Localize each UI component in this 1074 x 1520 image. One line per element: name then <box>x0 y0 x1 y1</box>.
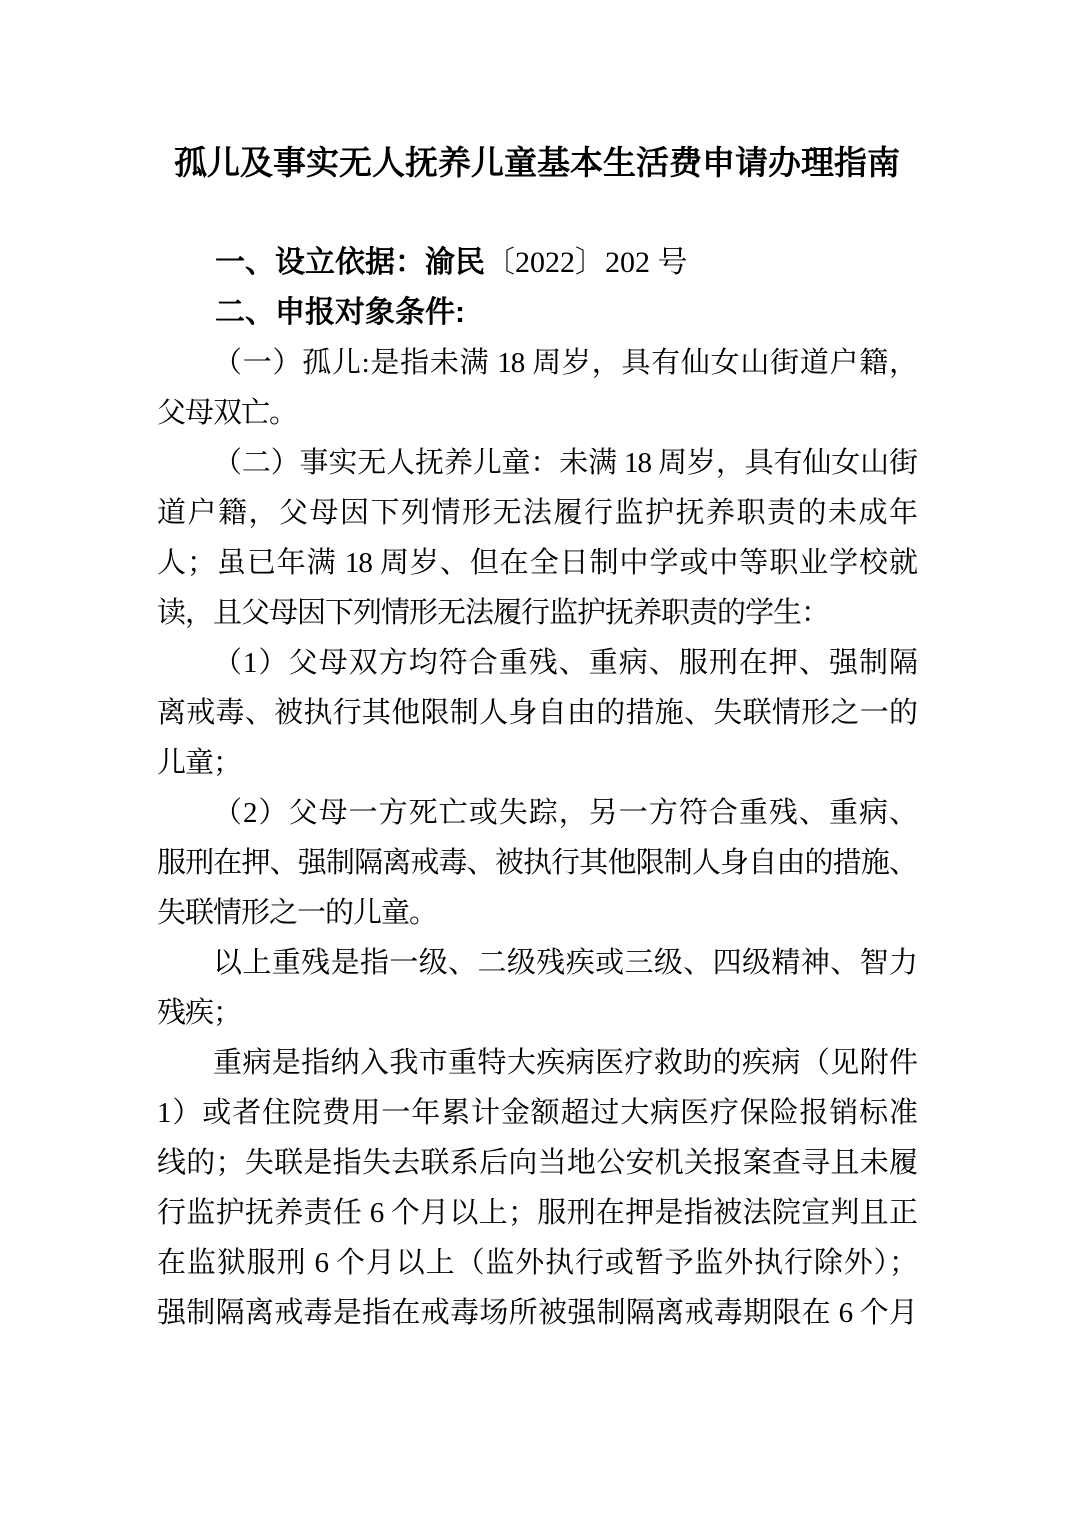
paragraph-line: 线的；失联是指失去联系后向当地公安机关报案查寻且未履 <box>157 1147 917 1179</box>
paragraph-line: 在监狱服刑 6 个月以上（监外执行或暂予监外执行除外）； <box>157 1247 917 1279</box>
paragraph-line: 离戒毒、被执行其他限制人身自由的措施、失联情形之一的 <box>157 697 917 729</box>
paragraph-line: 残疾； <box>157 997 242 1029</box>
heading-basis-label: 一、设立依据：渝民 <box>215 246 485 279</box>
paragraph-line: 失联情形之一的儿童。 <box>157 897 438 929</box>
heading-basis-value: 〔2022〕202 号 <box>485 246 688 279</box>
paragraph-line: 读，且父母因下列情形无法履行监护抚养职责的学生： <box>157 597 830 629</box>
paragraph-line: （一）孤儿:是指未满 18 周岁，具有仙女山街道户籍， <box>213 347 917 379</box>
paragraph-line: （2）父母一方死亡或失踪，另一方符合重残、重病、 <box>213 797 917 829</box>
paragraph-line: 儿童； <box>157 747 242 779</box>
paragraph-line: 服刑在押、强制隔离戒毒、被执行其他限制人身自由的措施、 <box>157 847 917 879</box>
paragraph-line: 以上重残是指一级、二级残疾或三级、四级精神、智力 <box>213 947 917 979</box>
paragraph-line: 重病是指纳入我市重特大疾病医疗救助的疾病（见附件 <box>213 1047 917 1079</box>
paragraph-line: （1）父母双方均符合重残、重病、服刑在押、强制隔 <box>213 647 917 679</box>
heading-conditions-label: 二、申报对象条件: <box>215 296 465 329</box>
paragraph-line: 1）或者住院费用一年累计金额超过大病医疗保险报销标准 <box>157 1097 917 1129</box>
page-title: 孤儿及事实无人抚养儿童基本生活费申请办理指南 <box>174 144 900 181</box>
paragraph-line: 人；虽已年满 18 周岁、但在全日制中学或中等职业学校就 <box>157 547 917 579</box>
paragraph-line: （二）事实无人抚养儿童：未满 18 周岁，具有仙女山街 <box>213 447 917 479</box>
paragraph-line: 行监护抚养责任 6 个月以上；服刑在押是指被法院宣判且正 <box>157 1197 917 1229</box>
document-body <box>157 338 917 1338</box>
paragraph-line: 道户籍，父母因下列情形无法履行监护抚养职责的未成年 <box>157 497 917 529</box>
paragraph-line: 强制隔离戒毒是指在戒毒场所被强制隔离戒毒期限在 6 个月 <box>157 1297 917 1329</box>
paragraph-line: 父母双亡。 <box>157 397 298 429</box>
heading-conditions <box>157 288 917 338</box>
heading-basis <box>157 238 917 288</box>
